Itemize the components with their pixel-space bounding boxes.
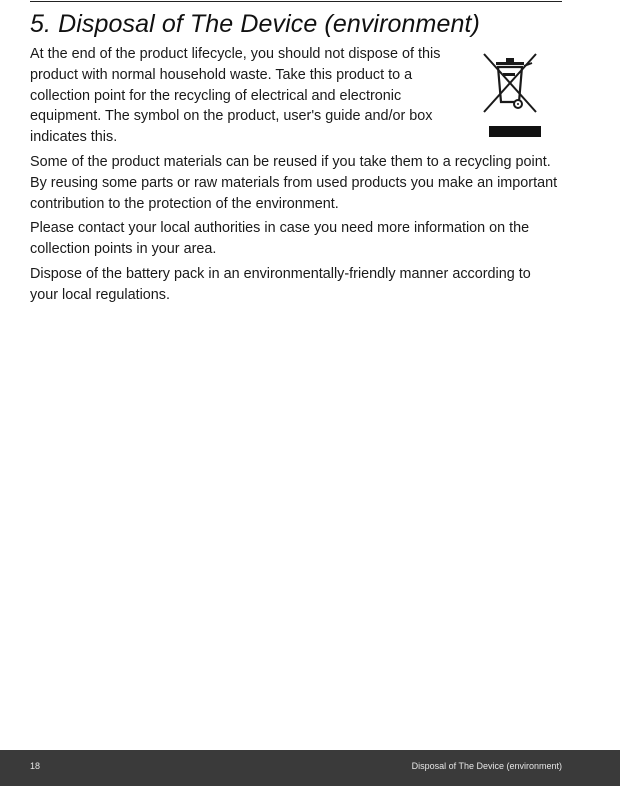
page-title: 5. Disposal of The Device (environment) xyxy=(30,10,480,38)
paragraph-contact: Please contact your local authorities in case you need more information on the collection points in your area. xyxy=(30,220,530,258)
page-number: 18 xyxy=(30,761,41,771)
crossed-out-wheelie-bin-icon xyxy=(462,46,562,146)
document-body xyxy=(30,44,562,310)
footer-section-title: Disposal of The Device (environment) xyxy=(411,761,562,771)
paragraph-battery: Dispose of the battery pack in an environmentally-friendly manner according to your local regulations. xyxy=(30,265,531,303)
top-rule xyxy=(30,1,562,2)
paragraph-reuse: Some of the product materials can be reused if you take them to a recycling point. By reusing some parts or raw materials from used products you make an important contribution to the protection of the environment. xyxy=(30,153,558,212)
weee-symbol-figure xyxy=(462,46,562,146)
paragraph-disposal: At the end of the product lifecycle, you should not dispose of this product with normal household waste. Take this product to a collection point for the recycling of electrical and electronic equipment. The symbol on the product, user's guide and/or box indicates this. xyxy=(30,46,441,146)
page-footer xyxy=(0,750,620,786)
